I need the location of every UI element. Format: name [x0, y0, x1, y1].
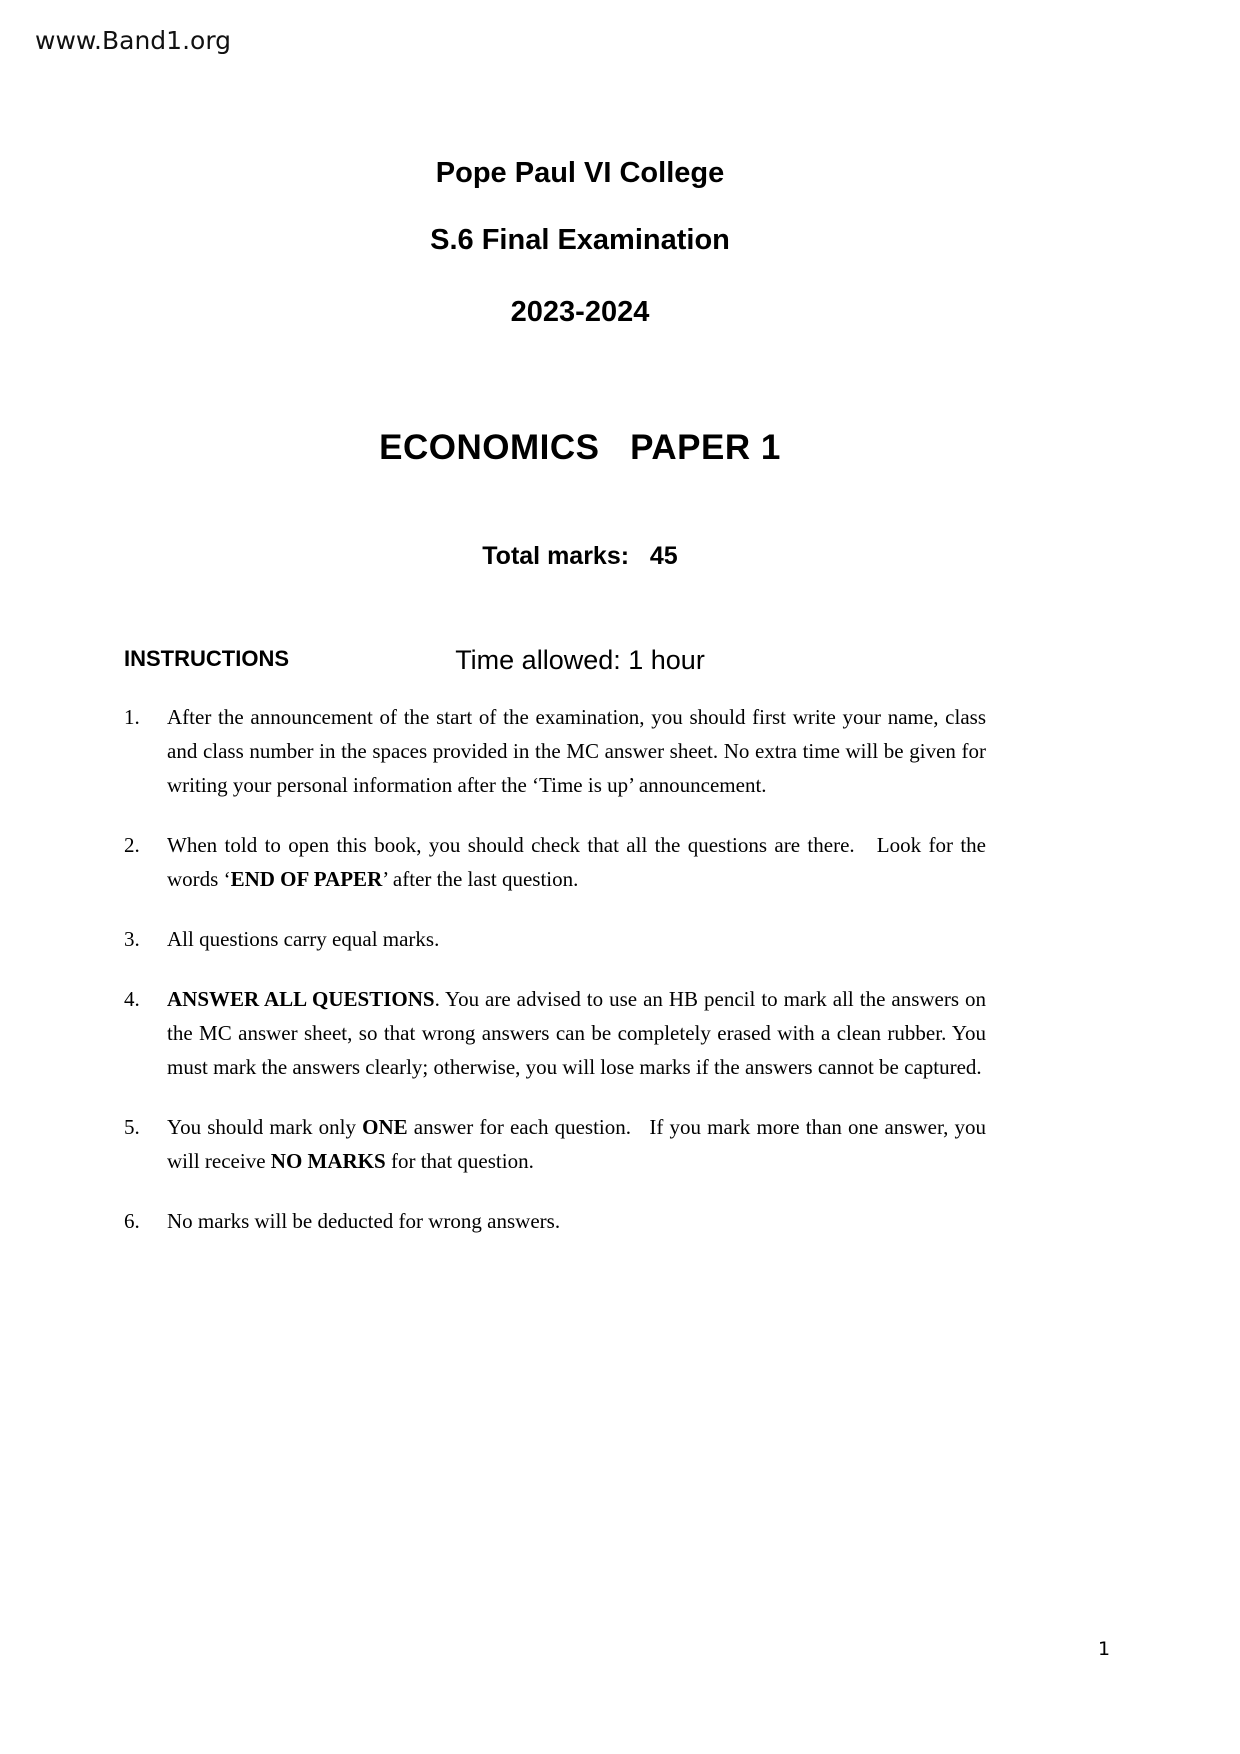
exam-year: 2023-2024 — [510, 296, 650, 328]
instructions-list — [124, 700, 992, 1264]
instruction-item-6 — [124, 1204, 986, 1238]
instruction-text: All questions carry equal marks. — [167, 927, 440, 951]
instruction-text: No marks will be deducted for wrong answers. — [167, 1209, 561, 1233]
instruction-item-2 — [124, 828, 992, 896]
instruction-text: You should mark only ONE answer for each question. If you mark more than one answer, you will receive NO MARKS for that question. — [167, 1115, 992, 1173]
instruction-number: 4. — [124, 987, 140, 1011]
instruction-item-5 — [124, 1110, 992, 1178]
instructions-heading: INSTRUCTIONS — [124, 646, 289, 671]
school-name: Pope Paul VI College — [435, 157, 725, 189]
instruction-item-1 — [124, 700, 992, 802]
instruction-text: When told to open this book, you should check that all the questions are there. Look for the words ‘END OF PAPER’ after the last question. — [167, 833, 992, 891]
page-number: 1 — [1098, 1638, 1111, 1660]
instruction-item-4 — [124, 982, 992, 1084]
total-marks: Total marks: 45 — [482, 542, 678, 570]
time-allowed: Time allowed: 1 hour — [455, 645, 705, 675]
instruction-item-3 — [124, 922, 986, 956]
instruction-text: ANSWER ALL QUESTIONS. You are advised to use an HB pencil to mark all the answers on the MC answer sheet, so that wrong answers can be completely erased with a clean rubber. You must mark the answers clearly; otherwise, you will lose marks if the answers cannot be captured. — [167, 987, 992, 1079]
instruction-number: 2. — [124, 833, 140, 857]
subject-paper-title: ECONOMICS PAPER 1 — [379, 428, 781, 467]
instruction-number: 5. — [124, 1115, 140, 1139]
instruction-number: 3. — [124, 927, 140, 951]
instruction-text: After the announcement of the start of the examination, you should first write your name, class and class number in the spaces provided in the MC answer sheet. No extra time will be given for writing your personal information after the ‘Time is up’ announcement. — [167, 705, 992, 797]
exam-title: S.6 Final Examination — [430, 224, 730, 256]
instruction-number: 1. — [124, 705, 140, 729]
watermark-url: www.Band1.org — [35, 26, 232, 55]
instruction-number: 6. — [124, 1209, 140, 1233]
